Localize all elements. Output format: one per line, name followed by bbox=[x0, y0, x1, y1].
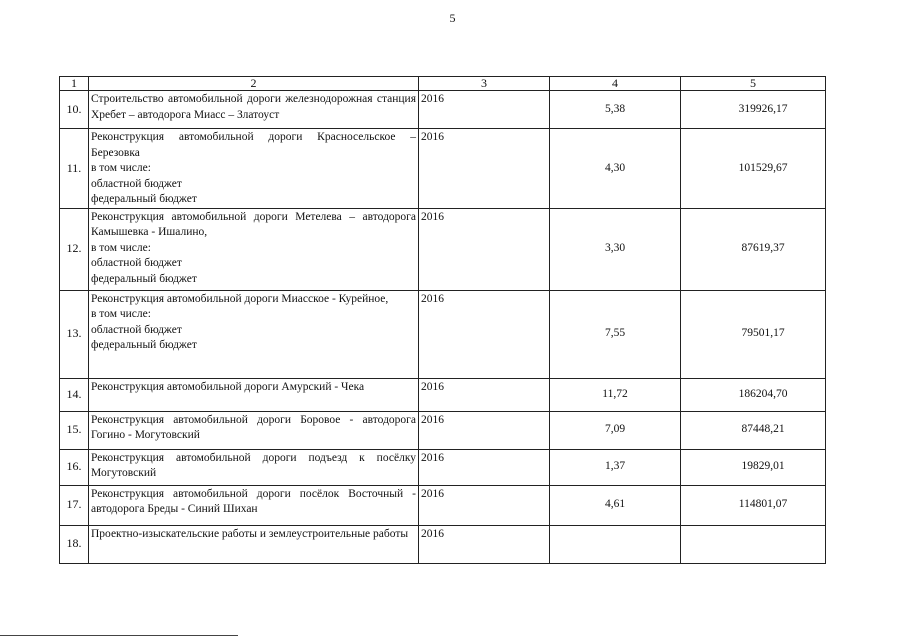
length-cell: 1,37 bbox=[550, 449, 681, 485]
table-row bbox=[60, 449, 826, 485]
funding-line: областной бюджет bbox=[91, 323, 182, 336]
year-cell: 2016 bbox=[419, 91, 550, 129]
object-name-cell bbox=[89, 378, 419, 411]
table-row bbox=[60, 378, 826, 411]
header-cell-2: 2 bbox=[89, 77, 419, 91]
funding-line: областной бюджет bbox=[91, 257, 182, 269]
table-row bbox=[60, 208, 826, 290]
object-name: Строительство автомобильной дороги железнодорожная станция Хребет – автодорога Миасс – Златоуст bbox=[91, 93, 416, 121]
year-cell: 2016 bbox=[419, 208, 550, 290]
year-cell: 2016 bbox=[419, 485, 550, 525]
object-name: Реконструкция автомобильной дороги Амурский - Чека bbox=[91, 380, 365, 393]
year-cell: 2016 bbox=[419, 449, 550, 485]
object-name-cell bbox=[89, 485, 419, 525]
object-name: Проектно-изыскательские работы и землеустроительные работы bbox=[91, 527, 409, 540]
table-row bbox=[60, 411, 826, 449]
object-name-cell bbox=[89, 91, 419, 129]
object-name: Реконструкция автомобильной дороги Миасское - Курейное, bbox=[91, 292, 389, 305]
header-cell-5: 5 bbox=[681, 77, 826, 91]
object-name-cell bbox=[89, 411, 419, 449]
length-cell bbox=[550, 525, 681, 563]
year-cell: 2016 bbox=[419, 411, 550, 449]
table-row bbox=[60, 485, 826, 525]
length-cell: 11,72 bbox=[550, 378, 681, 411]
row-number: 14. bbox=[60, 378, 89, 411]
funding-line: в том числе: bbox=[91, 308, 151, 320]
length-cell: 4,30 bbox=[550, 129, 681, 209]
cost-cell: 186204,70 bbox=[681, 378, 826, 411]
funding-line: областной бюджет bbox=[91, 177, 182, 190]
cost-cell: 101529,67 bbox=[681, 129, 826, 209]
object-name-cell bbox=[89, 129, 419, 209]
header-cell-1: 1 bbox=[60, 77, 89, 91]
object-name: Реконструкция автомобильной дороги Метелева – автодорога Камышевка - Ишалино, bbox=[91, 210, 416, 238]
object-name: Реконструкция автомобильной дороги Боровое - автодорога Гогино - Могутовский bbox=[91, 413, 416, 441]
row-number: 12. bbox=[60, 208, 89, 290]
cost-cell: 87448,21 bbox=[681, 411, 826, 449]
year-cell: 2016 bbox=[419, 378, 550, 411]
page-number: 5 bbox=[449, 11, 456, 25]
row-number: 18. bbox=[60, 525, 89, 563]
length-cell: 7,55 bbox=[550, 290, 681, 378]
cost-cell bbox=[681, 525, 826, 563]
year-cell: 2016 bbox=[419, 525, 550, 563]
funding-line: федеральный бюджет bbox=[91, 339, 197, 351]
object-name: Реконструкция автомобильной дороги подъезд к посёлку Могутовский bbox=[91, 451, 416, 479]
funding-line: федеральный бюджет bbox=[91, 193, 197, 205]
object-name: Реконструкция автомобильной дороги Красносельское – Березовка bbox=[91, 131, 416, 159]
row-number: 17. bbox=[60, 485, 89, 525]
object-name-cell bbox=[89, 290, 419, 378]
cost-cell: 19829,01 bbox=[681, 449, 826, 485]
cost-cell: 319926,17 bbox=[681, 91, 826, 129]
row-number: 13. bbox=[60, 290, 89, 378]
object-name-cell bbox=[89, 449, 419, 485]
cost-cell: 87619,37 bbox=[681, 208, 826, 290]
length-cell: 4,61 bbox=[550, 485, 681, 525]
object-name-cell bbox=[89, 525, 419, 563]
length-cell: 5,38 bbox=[550, 91, 681, 129]
cost-cell: 79501,17 bbox=[681, 290, 826, 378]
funding-line: в том числе: bbox=[91, 241, 151, 254]
funding-line: федеральный бюджет bbox=[91, 272, 197, 285]
object-name: Реконструкция автомобильной дороги посёлок Восточный - автодорога Бреды - Синий Шихан bbox=[91, 487, 416, 515]
year-cell: 2016 bbox=[419, 290, 550, 378]
roads-table bbox=[59, 76, 826, 564]
year-cell: 2016 bbox=[419, 129, 550, 209]
object-name-cell bbox=[89, 208, 419, 290]
table-row bbox=[60, 91, 826, 129]
header-cell-3: 3 bbox=[419, 77, 550, 91]
length-cell: 3,30 bbox=[550, 208, 681, 290]
length-cell: 7,09 bbox=[550, 411, 681, 449]
table-row bbox=[60, 525, 826, 563]
row-number: 10. bbox=[60, 91, 89, 129]
row-number: 16. bbox=[60, 449, 89, 485]
row-number: 11. bbox=[60, 129, 89, 209]
cost-cell: 114801,07 bbox=[681, 485, 826, 525]
footnote-rule bbox=[0, 635, 238, 636]
funding-line: в том числе: bbox=[91, 162, 151, 174]
row-number: 15. bbox=[60, 411, 89, 449]
table-row bbox=[60, 129, 826, 209]
table-row bbox=[60, 290, 826, 378]
table-header-row bbox=[60, 77, 826, 91]
header-cell-4: 4 bbox=[550, 77, 681, 91]
